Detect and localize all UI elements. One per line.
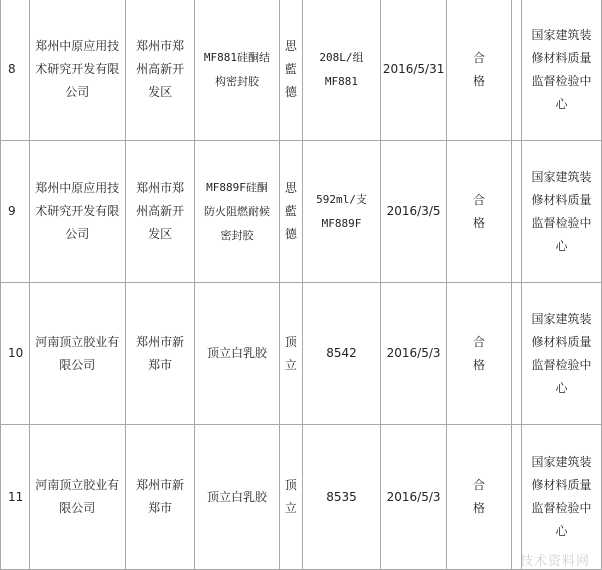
cell-address: 郑州市新郑市 (125, 425, 194, 570)
cell-result: 合格 (447, 141, 511, 283)
cell-product: 顶立白乳胶 (195, 283, 279, 425)
cell-address: 郑州市郑州高新开发区 (125, 0, 194, 141)
cell-no: 10 (1, 283, 30, 425)
cell-empty (511, 141, 521, 283)
cell-no: 8 (1, 0, 30, 141)
cell-brand: 思藍德 (279, 141, 303, 283)
cell-address: 郑州市新郑市 (125, 283, 194, 425)
cell-product: 顶立白乳胶 (195, 425, 279, 570)
cell-spec: 592ml/支 MF889F (303, 141, 381, 283)
cell-company: 郑州中原应用技术研究开发有限公司 (29, 141, 125, 283)
cell-no: 9 (1, 141, 30, 283)
cell-agency: 国家建筑装修材料质量监督检验中心 (522, 425, 602, 570)
cell-product: MF889F硅酮防火阻燃耐候密封胶 (195, 141, 279, 283)
cell-spec: 8542 (303, 283, 381, 425)
cell-empty (511, 283, 521, 425)
table-row (1, 425, 602, 570)
cell-date: 2016/5/31 (380, 0, 447, 141)
cell-company: 河南顶立胶业有限公司 (29, 283, 125, 425)
cell-no: 11 (1, 425, 30, 570)
cell-date: 2016/5/3 (380, 425, 447, 570)
table-row (1, 141, 602, 283)
cell-brand: 思藍德 (279, 0, 303, 141)
cell-agency: 国家建筑装修材料质量监督检验中心 (522, 141, 602, 283)
cell-company: 郑州中原应用技术研究开发有限公司 (29, 0, 125, 141)
table-row (1, 0, 602, 141)
cell-spec: 8535 (303, 425, 381, 570)
cell-result: 合格 (447, 425, 511, 570)
cell-address: 郑州市郑州高新开发区 (125, 141, 194, 283)
table-row (1, 283, 602, 425)
cell-brand: 顶立 (279, 283, 303, 425)
cell-company: 河南顶立胶业有限公司 (29, 425, 125, 570)
cell-agency: 国家建筑装修材料质量监督检验中心 (522, 283, 602, 425)
cell-empty (511, 0, 521, 141)
cell-spec: 208L/组 MF881 (303, 0, 381, 141)
cell-date: 2016/3/5 (380, 141, 447, 283)
cell-brand: 顶立 (279, 425, 303, 570)
cell-result: 合格 (447, 283, 511, 425)
cell-date: 2016/5/3 (380, 283, 447, 425)
cell-agency: 国家建筑装修材料质量监督检验中心 (522, 0, 602, 141)
watermark: 技术资料网 (519, 554, 590, 569)
cell-result: 合格 (447, 0, 511, 141)
cell-product: MF881硅酮结构密封胶 (195, 0, 279, 141)
cell-empty (511, 425, 521, 570)
